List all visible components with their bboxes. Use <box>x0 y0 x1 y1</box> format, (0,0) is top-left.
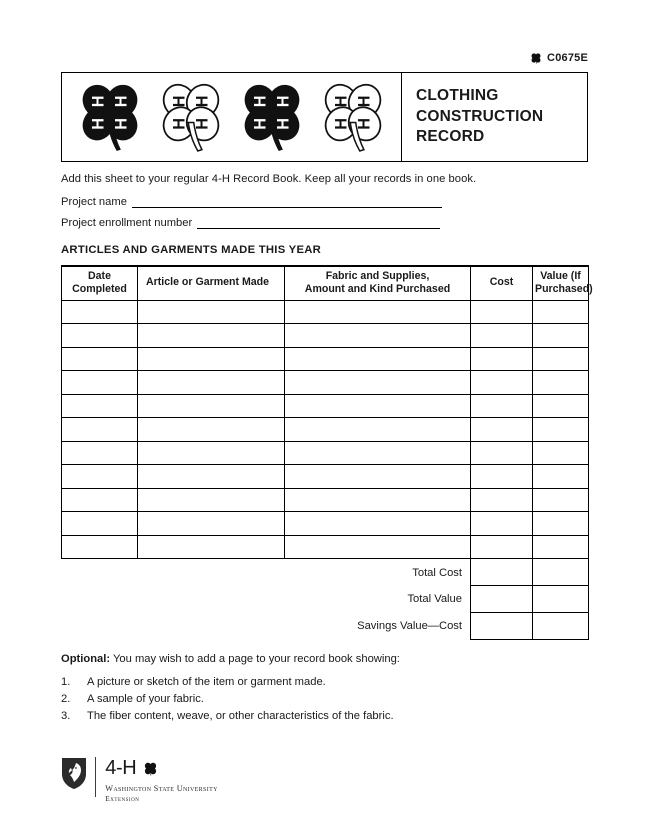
cell-cost[interactable] <box>471 324 533 348</box>
publication-number <box>530 52 588 64</box>
cell-fabric[interactable] <box>285 300 471 324</box>
four-h-clover-icon <box>530 52 542 64</box>
table-row[interactable] <box>62 324 589 348</box>
cell-value[interactable] <box>533 418 589 442</box>
cell-date[interactable] <box>62 324 138 348</box>
project-enrollment-label: Project enrollment number <box>61 217 193 229</box>
table-row[interactable] <box>62 347 589 371</box>
list-item-text: The fiber content, weave, or other characteristics of the fabric. <box>87 710 394 723</box>
list-item <box>61 708 561 725</box>
table-row[interactable] <box>62 441 589 465</box>
list-item-number: 2. <box>61 693 71 706</box>
articles-table-wrap <box>61 265 593 640</box>
svg-text:H: H <box>193 95 212 108</box>
intro-text: Add this sheet to your regular 4-H Record Book. Keep all your records in one book. <box>61 173 477 185</box>
cell-value[interactable] <box>533 347 589 371</box>
cell-article[interactable] <box>138 371 285 395</box>
project-name-input[interactable] <box>132 197 442 208</box>
cell-article[interactable] <box>138 441 285 465</box>
cell-cost[interactable] <box>471 347 533 371</box>
cell-cost[interactable] <box>471 512 533 536</box>
project-name-field[interactable] <box>61 196 442 208</box>
cell-date[interactable] <box>62 394 138 418</box>
title-line-3: RECORD <box>416 128 485 146</box>
optional-section <box>61 653 561 725</box>
summary-cost-savings[interactable] <box>471 613 533 640</box>
cell-article[interactable] <box>138 418 285 442</box>
svg-text:H: H <box>112 117 131 130</box>
svg-text:H: H <box>274 95 293 108</box>
wsu-cougar-shield-icon <box>61 757 87 790</box>
svg-text:H: H <box>355 95 374 108</box>
summary-value-savings[interactable] <box>533 613 589 640</box>
clover-band <box>62 73 402 161</box>
four-h-clover-filled-icon <box>76 80 144 154</box>
table-row[interactable] <box>62 535 589 559</box>
table-row[interactable] <box>62 300 589 324</box>
articles-table <box>61 265 593 640</box>
optional-lead-rest: You may wish to add a page to your record book showing: <box>110 653 400 665</box>
summary-row-savings <box>62 613 589 640</box>
svg-text:H: H <box>355 117 374 130</box>
optional-lead-bold: Optional: <box>61 653 111 665</box>
svg-text:H: H <box>274 117 293 130</box>
cell-date[interactable] <box>62 371 138 395</box>
cell-cost[interactable] <box>471 441 533 465</box>
cell-date[interactable] <box>62 488 138 512</box>
cell-fabric[interactable] <box>285 371 471 395</box>
logo-text-block <box>105 757 217 803</box>
cell-article[interactable] <box>138 488 285 512</box>
four-h-clover-filled-icon <box>238 80 306 154</box>
svg-text:H: H <box>332 117 351 130</box>
cell-date[interactable] <box>62 300 138 324</box>
svg-text:H: H <box>170 117 189 130</box>
cell-cost[interactable] <box>471 371 533 395</box>
summary-cost-total-value[interactable] <box>471 586 533 613</box>
summary-row-total-cost <box>62 559 589 586</box>
cell-cost[interactable] <box>471 394 533 418</box>
extension-unit: Extension <box>105 794 140 803</box>
cell-date[interactable] <box>62 347 138 371</box>
four-h-clover-outline-icon <box>319 80 387 154</box>
cell-fabric[interactable] <box>285 512 471 536</box>
cell-cost[interactable] <box>471 300 533 324</box>
list-item-text: A picture or sketch of the item or garment made. <box>87 676 326 688</box>
cell-date[interactable] <box>62 535 138 559</box>
svg-text:H: H <box>170 95 189 108</box>
cell-value[interactable] <box>533 300 589 324</box>
summary-label-total-cost: Total Cost <box>412 566 462 579</box>
table-row[interactable] <box>62 418 589 442</box>
project-enrollment-field[interactable] <box>61 217 440 229</box>
cell-article[interactable] <box>138 347 285 371</box>
cell-article[interactable] <box>138 300 285 324</box>
table-row[interactable] <box>62 371 589 395</box>
summary-cost-total-cost[interactable] <box>471 559 533 586</box>
cell-value[interactable] <box>533 465 589 489</box>
col-header-cost: Cost <box>471 266 533 300</box>
summary-label-savings: Savings Value—Cost <box>357 620 462 633</box>
svg-text:H: H <box>251 117 270 130</box>
publication-number-text: C0675E <box>547 51 588 64</box>
summary-value-total-cost[interactable] <box>533 559 589 586</box>
svg-text:H: H <box>89 117 108 130</box>
logo-divider <box>95 757 96 797</box>
col-header-value: Value (If Purchased) <box>533 266 589 300</box>
col-header-article: Article or Garment Made <box>138 266 285 300</box>
col-header-fabric-supplies: Fabric and Supplies, Amount and Kind Purchased <box>285 266 471 300</box>
cell-cost[interactable] <box>471 418 533 442</box>
optional-list <box>61 674 561 725</box>
cell-fabric[interactable] <box>285 418 471 442</box>
summary-row-total-value <box>62 586 589 613</box>
cell-fabric[interactable] <box>285 441 471 465</box>
svg-text:H: H <box>112 95 131 108</box>
cell-fabric[interactable] <box>285 394 471 418</box>
four-h-brand-text: 4-H <box>105 757 137 779</box>
articles-table-body <box>62 300 589 640</box>
cell-cost[interactable] <box>471 488 533 512</box>
cell-value[interactable] <box>533 512 589 536</box>
table-row[interactable] <box>62 512 589 536</box>
cell-article[interactable] <box>138 465 285 489</box>
list-item-number: 3. <box>61 710 71 723</box>
cell-fabric[interactable] <box>285 347 471 371</box>
svg-text:H: H <box>89 95 108 108</box>
cell-date[interactable] <box>62 512 138 536</box>
cell-article[interactable] <box>138 512 285 536</box>
four-h-clover-outline-icon <box>157 80 225 154</box>
cell-article[interactable] <box>138 394 285 418</box>
cell-fabric[interactable] <box>285 465 471 489</box>
cell-cost[interactable] <box>471 465 533 489</box>
masthead <box>61 72 588 162</box>
cell-date[interactable] <box>62 441 138 465</box>
cell-cost[interactable] <box>471 535 533 559</box>
cell-fabric[interactable] <box>285 488 471 512</box>
summary-label-total-value: Total Value <box>407 593 462 606</box>
cell-value[interactable] <box>533 394 589 418</box>
svg-text:H: H <box>193 117 212 130</box>
cell-value[interactable] <box>533 535 589 559</box>
section-heading: ARTICLES AND GARMENTS MADE THIS YEAR <box>61 244 322 256</box>
table-row[interactable] <box>62 488 589 512</box>
optional-lead <box>61 653 561 665</box>
cell-fabric[interactable] <box>285 324 471 348</box>
cell-value[interactable] <box>533 488 589 512</box>
university-name: Washington State University <box>105 784 218 793</box>
svg-text:H: H <box>251 95 270 108</box>
project-enrollment-input[interactable] <box>197 218 440 229</box>
cell-value[interactable] <box>533 441 589 465</box>
document-title <box>402 73 587 161</box>
list-item-text: A sample of your fabric. <box>87 693 204 706</box>
four-h-clover-icon <box>143 761 158 776</box>
list-item <box>61 674 561 691</box>
footer-logo <box>61 757 218 803</box>
col-header-date-completed: Date Completed <box>62 266 138 300</box>
cell-date[interactable] <box>62 418 138 442</box>
title-line-1: CLOTHING <box>416 87 499 105</box>
cell-date[interactable] <box>62 465 138 489</box>
table-header-row <box>62 266 589 300</box>
svg-text:H: H <box>332 95 351 108</box>
title-line-2: CONSTRUCTION <box>416 107 544 125</box>
summary-value-total-value[interactable] <box>533 586 589 613</box>
cell-article[interactable] <box>138 324 285 348</box>
project-name-label: Project name <box>61 196 127 208</box>
list-item-number: 1. <box>61 676 71 688</box>
list-item <box>61 691 561 708</box>
cell-fabric[interactable] <box>285 535 471 559</box>
cell-value[interactable] <box>533 324 589 348</box>
table-row[interactable] <box>62 465 589 489</box>
cell-article[interactable] <box>138 535 285 559</box>
cell-value[interactable] <box>533 371 589 395</box>
table-row[interactable] <box>62 394 589 418</box>
